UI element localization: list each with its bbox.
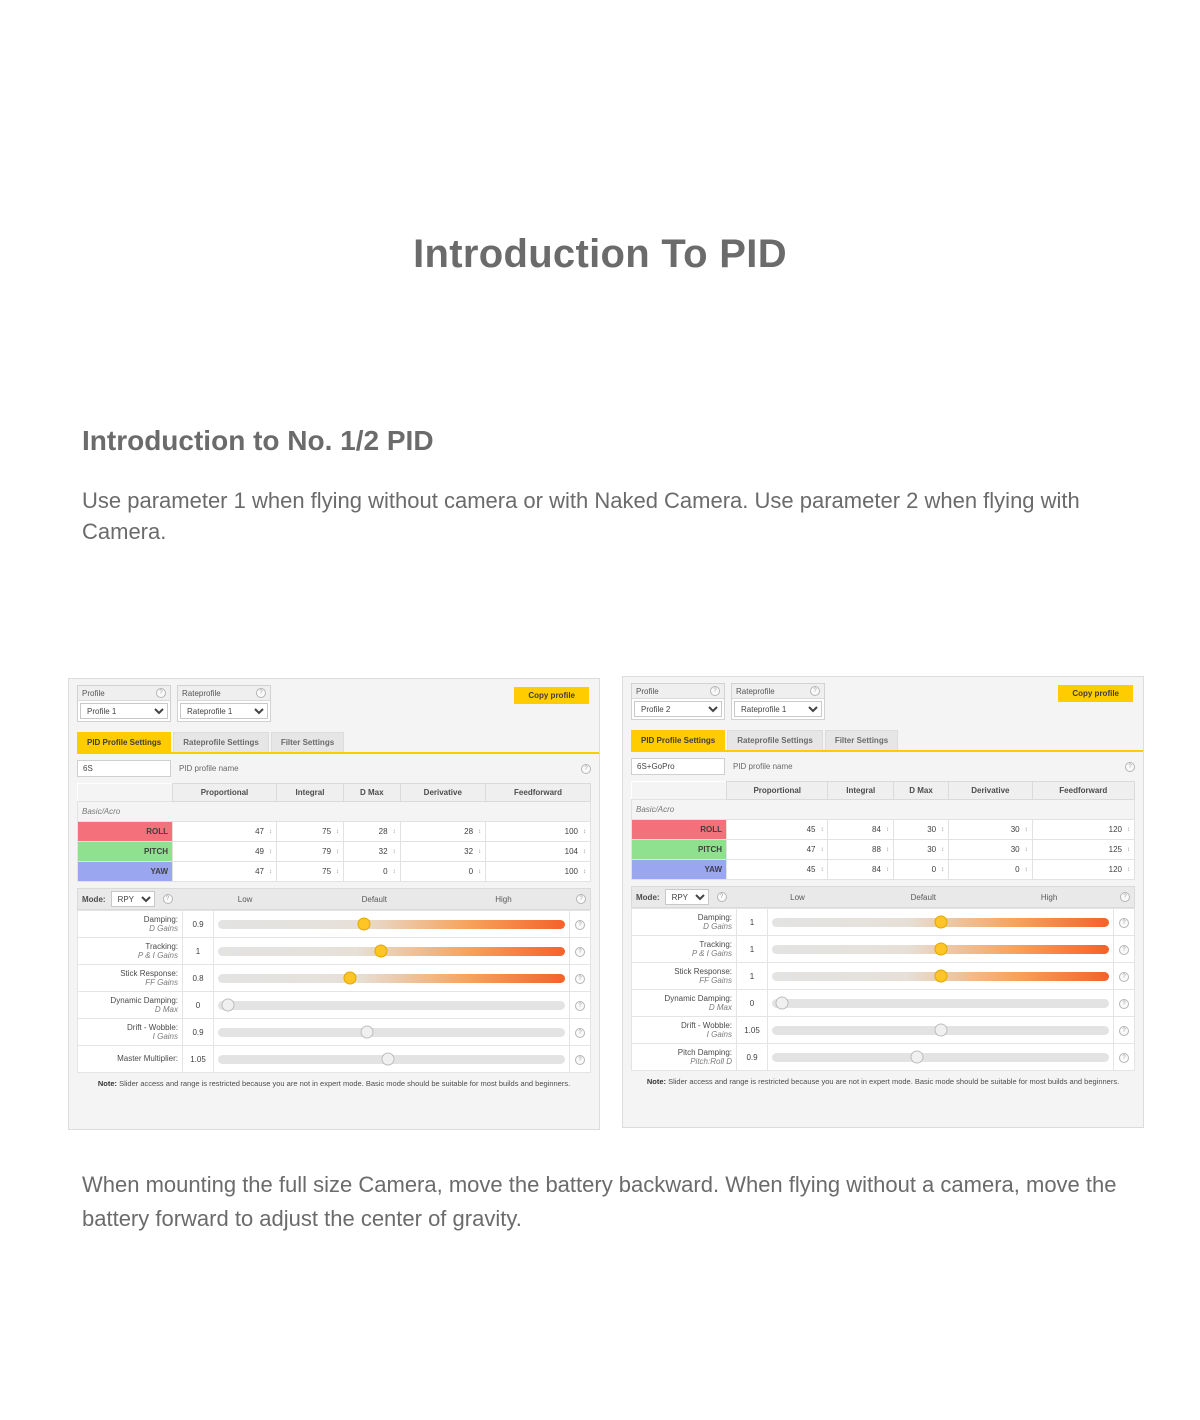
slider-value-tracking[interactable]: 1 [737, 936, 768, 963]
slider-track-damping[interactable] [214, 911, 570, 938]
axis-pitch: PITCH [632, 840, 727, 860]
footer-paragraph: When mounting the full size Camera, move the battery backward. When flying without a camera, move the battery forward to adjust the center of gravity. [82, 1172, 1117, 1232]
pid-table-header [632, 782, 1135, 800]
stepper-icon[interactable]: ↕ [941, 826, 945, 833]
stepper-icon[interactable]: ↕ [392, 868, 396, 875]
pid-profile-name-label: PID profile name [733, 762, 793, 771]
yaw-derivative[interactable]: 0 ↕ [949, 860, 1033, 880]
panel-profile-1 [68, 678, 600, 1130]
stepper-icon[interactable]: ↕ [478, 868, 482, 875]
slider-value-dynamic-damping[interactable]: 0 [737, 990, 768, 1017]
table-row [78, 842, 591, 862]
stepper-icon[interactable]: ↕ [268, 868, 272, 875]
pitch-feedforward[interactable]: 104 ↕ [486, 842, 591, 862]
table-row [78, 822, 591, 842]
pid-table-header [78, 784, 591, 802]
rateprofile-select[interactable] [734, 701, 822, 717]
mode-select[interactable] [665, 889, 709, 905]
pitch-feedforward[interactable]: 125 ↕ [1032, 840, 1134, 860]
profile-label: Profile [636, 686, 659, 696]
slider-value-damping[interactable]: 0.9 [183, 911, 214, 938]
help-icon[interactable]: ? [575, 947, 585, 957]
stepper-icon[interactable]: ↕ [820, 846, 824, 853]
roll-feedforward[interactable]: 120 ↕ [1032, 820, 1134, 840]
axis-roll: ROLL [78, 822, 173, 842]
help-icon[interactable]: ? [575, 974, 585, 984]
slider-track-drift-wobble[interactable] [768, 1017, 1114, 1044]
roll-integral[interactable]: 84 ↕ [828, 820, 893, 840]
note-text: Slider access and range is restricted because you are not in expert mode. Basic mode should be suitable for most builds and beginners. [117, 1079, 571, 1088]
pitch-integral[interactable]: 88 ↕ [828, 840, 893, 860]
stepper-icon[interactable]: ↕ [392, 848, 396, 855]
stepper-icon[interactable]: ↕ [1024, 866, 1028, 873]
help-icon[interactable]: ? [717, 892, 727, 902]
table-row [632, 860, 1135, 880]
slider-note [69, 1073, 599, 1093]
slider-track-damping[interactable] [768, 909, 1114, 936]
pid-profile-name-row [69, 754, 599, 783]
help-icon[interactable]: ? [1119, 945, 1129, 955]
pid-profile-name-row [623, 752, 1143, 781]
column-dmax: D Max [344, 784, 401, 802]
column-proportional: Proportional [173, 784, 277, 802]
slider-row-tracking [632, 936, 1135, 963]
help-icon[interactable]: ? [163, 894, 173, 904]
slider-row-stick-response [632, 963, 1135, 990]
help-icon[interactable]: ? [575, 1001, 585, 1011]
slider-table [77, 910, 591, 1073]
basic-acro-row [632, 800, 1135, 820]
pid-table [77, 783, 591, 882]
help-icon[interactable]: ? [256, 688, 266, 698]
slider-label-drift-wobble: Drift - Wobble: I Gains [632, 1017, 737, 1044]
stepper-icon[interactable]: ↕ [336, 868, 340, 875]
slider-label-tracking: Tracking: P & I Gains [78, 938, 183, 965]
mode-label: Mode: [82, 894, 106, 904]
stepper-icon[interactable]: ↕ [1127, 826, 1130, 833]
help-icon[interactable]: ? [575, 920, 585, 930]
slider-label-tracking: Tracking: P & I Gains [632, 936, 737, 963]
pid-profile-name-label: PID profile name [179, 764, 239, 773]
roll-derivative[interactable]: 28 ↕ [400, 822, 486, 842]
slider-track-pitch-damping[interactable] [768, 1044, 1114, 1071]
slider-track-dynamic-damping[interactable] [214, 992, 570, 1019]
axis-roll: ROLL [632, 820, 727, 840]
slider-row-damping [78, 911, 591, 938]
slider-label-drift-wobble: Drift - Wobble: I Gains [78, 1019, 183, 1046]
pitch-proportional[interactable]: 47 ↕ [727, 840, 828, 860]
slider-mode-row [631, 886, 1135, 908]
tab-rateprofile-settings[interactable]: Rateprofile Settings [727, 730, 823, 750]
stepper-icon[interactable]: ↕ [885, 866, 889, 873]
slider-header-high: High [495, 894, 512, 904]
tab-pid-profile-settings[interactable]: PID Profile Settings [77, 732, 171, 752]
stepper-icon[interactable]: ↕ [392, 828, 396, 835]
tab-rateprofile-settings[interactable]: Rateprofile Settings [173, 732, 269, 752]
slider-row-tracking [78, 938, 591, 965]
tab-filter-settings[interactable]: Filter Settings [271, 732, 344, 752]
slider-header-low: Low [237, 894, 253, 904]
help-icon[interactable]: ? [581, 764, 591, 774]
rateprofile-box [731, 683, 825, 720]
stepper-icon[interactable]: ↕ [336, 828, 340, 835]
slider-track-stick-response[interactable] [214, 965, 570, 992]
rateprofile-box [177, 685, 271, 722]
slider-row-dynamic-damping [78, 992, 591, 1019]
slider-track-dynamic-damping[interactable] [768, 990, 1114, 1017]
profile-select[interactable] [80, 703, 168, 719]
slider-row-master-multiplier [78, 1046, 591, 1073]
slider-track-tracking[interactable] [768, 936, 1114, 963]
pitch-derivative[interactable]: 30 ↕ [949, 840, 1033, 860]
yaw-proportional[interactable]: 45 ↕ [727, 860, 828, 880]
help-icon[interactable]: ? [710, 686, 720, 696]
tab-filter-settings[interactable]: Filter Settings [825, 730, 898, 750]
mode-select[interactable] [111, 891, 155, 907]
yaw-feedforward[interactable]: 100 ↕ [486, 862, 591, 882]
slider-row-drift-wobble [632, 1017, 1135, 1044]
slider-row-pitch-damping [632, 1044, 1135, 1071]
column-dmax: D Max [893, 782, 948, 800]
slider-value-drift-wobble[interactable]: 1.05 [737, 1017, 768, 1044]
help-icon[interactable]: ? [1119, 999, 1129, 1009]
axis-yaw: YAW [78, 862, 173, 882]
axis-yaw: YAW [632, 860, 727, 880]
table-row [632, 820, 1135, 840]
stepper-icon[interactable]: ↕ [885, 846, 889, 853]
pid-table [631, 781, 1135, 880]
section-heading: Introduction to No. 1/2 PID [82, 425, 434, 456]
slider-value-drift-wobble[interactable]: 0.9 [183, 1019, 214, 1046]
roll-proportional[interactable]: 47 ↕ [173, 822, 277, 842]
help-icon[interactable]: ? [1119, 972, 1129, 982]
help-icon[interactable]: ? [575, 1055, 585, 1065]
pitch-integral[interactable]: 79 ↕ [276, 842, 343, 862]
help-icon[interactable]: ? [1119, 1026, 1129, 1036]
stepper-icon[interactable]: ↕ [268, 848, 272, 855]
note-prefix: Note: [646, 1077, 666, 1086]
slider-value-tracking[interactable]: 1 [183, 938, 214, 965]
slider-mode-row [77, 888, 591, 910]
slider-row-dynamic-damping [632, 990, 1135, 1017]
basic-acro-label: Basic/Acro [78, 802, 591, 822]
slider-value-master-multiplier[interactable]: 1.05 [183, 1046, 214, 1073]
stepper-icon[interactable]: ↕ [1127, 846, 1130, 853]
help-icon[interactable]: ? [1119, 1053, 1129, 1063]
help-icon[interactable]: ? [156, 688, 166, 698]
pid-profile-name-input[interactable] [77, 760, 171, 777]
yaw-proportional[interactable]: 47 ↕ [173, 862, 277, 882]
slider-label-dynamic-damping: Dynamic Damping: D Max [78, 992, 183, 1019]
slider-table [631, 908, 1135, 1071]
copy-profile-button[interactable]: Copy profile [514, 687, 589, 704]
profile-box [77, 685, 171, 722]
stepper-icon[interactable]: ↕ [268, 828, 272, 835]
stepper-icon[interactable]: ↕ [941, 866, 945, 873]
slider-value-stick-response[interactable]: 1 [737, 963, 768, 990]
table-row [632, 840, 1135, 860]
stepper-icon[interactable]: ↕ [583, 868, 586, 875]
yaw-derivative[interactable]: 0 ↕ [400, 862, 486, 882]
slider-header-low: Low [790, 892, 805, 902]
slider-header-default: Default [361, 894, 387, 904]
stepper-icon[interactable]: ↕ [820, 866, 824, 873]
slider-track-tracking[interactable] [214, 938, 570, 965]
basic-acro-label: Basic/Acro [632, 800, 1135, 820]
stepper-icon[interactable]: ↕ [336, 848, 340, 855]
help-icon[interactable]: ? [810, 686, 820, 696]
stepper-icon[interactable]: ↕ [885, 826, 889, 833]
slider-header-default: Default [910, 892, 936, 902]
axis-pitch: PITCH [78, 842, 173, 862]
column-integral: Integral [276, 784, 343, 802]
pitch-derivative[interactable]: 32 ↕ [400, 842, 486, 862]
column-proportional: Proportional [727, 782, 828, 800]
pitch-dmax[interactable]: 30 ↕ [893, 840, 948, 860]
stepper-icon[interactable]: ↕ [941, 846, 945, 853]
roll-proportional[interactable]: 45 ↕ [727, 820, 828, 840]
slider-label-stick-response: Stick Response: FF Gains [632, 963, 737, 990]
stepper-icon[interactable]: ↕ [583, 828, 586, 835]
roll-integral[interactable]: 75 ↕ [276, 822, 343, 842]
settings-tabs [631, 730, 1143, 752]
slider-label-dynamic-damping: Dynamic Damping: D Max [632, 990, 737, 1017]
slider-track-drift-wobble[interactable] [214, 1019, 570, 1046]
roll-dmax[interactable]: 28 ↕ [344, 822, 401, 842]
slider-label-stick-response: Stick Response: FF Gains [78, 965, 183, 992]
table-row [78, 862, 591, 882]
stepper-icon[interactable]: ↕ [478, 848, 482, 855]
slider-label-pitch-damping: Pitch Damping: Pitch:Roll D [632, 1044, 737, 1071]
tab-pid-profile-settings[interactable]: PID Profile Settings [631, 730, 725, 750]
pitch-dmax[interactable]: 32 ↕ [344, 842, 401, 862]
slider-value-stick-response[interactable]: 0.8 [183, 965, 214, 992]
help-icon[interactable]: ? [1125, 762, 1135, 772]
roll-feedforward[interactable]: 100 ↕ [486, 822, 591, 842]
betaflight-screenshots [0, 672, 1200, 1132]
stepper-icon[interactable]: ↕ [1127, 866, 1130, 873]
note-prefix: Note: [97, 1079, 117, 1088]
stepper-icon[interactable]: ↕ [583, 848, 586, 855]
page-title: Introduction To PID [413, 232, 787, 276]
yaw-dmax[interactable]: 0 ↕ [344, 862, 401, 882]
help-icon[interactable]: ? [1120, 892, 1130, 902]
yaw-feedforward[interactable]: 120 ↕ [1032, 860, 1134, 880]
profile-box [631, 683, 725, 720]
help-icon[interactable]: ? [576, 894, 586, 904]
help-icon[interactable]: ? [1119, 918, 1129, 928]
mode-label: Mode: [636, 892, 660, 902]
slider-track-master-multiplier[interactable] [214, 1046, 570, 1073]
slider-track-stick-response[interactable] [768, 963, 1114, 990]
roll-dmax[interactable]: 30 ↕ [893, 820, 948, 840]
slider-header-high: High [1040, 892, 1058, 902]
slider-row-stick-response [78, 965, 591, 992]
profile-select[interactable] [634, 701, 722, 717]
intro-paragraph: Use parameter 1 when flying without camera or with Naked Camera. Use parameter 2 when flying with Camera. [82, 488, 1080, 545]
panel-profile-2 [622, 676, 1144, 1128]
slider-label-damping: Damping: D Gains [78, 911, 183, 938]
profile-label: Profile [82, 688, 105, 698]
yaw-integral[interactable]: 84 ↕ [828, 860, 893, 880]
rateprofile-select[interactable] [180, 703, 268, 719]
basic-acro-row [78, 802, 591, 822]
stepper-icon[interactable]: ↕ [1024, 826, 1028, 833]
slider-value-damping[interactable]: 1 [737, 909, 768, 936]
roll-derivative[interactable]: 30 ↕ [949, 820, 1033, 840]
stepper-icon[interactable]: ↕ [478, 828, 482, 835]
slider-label-damping: Damping: D Gains [632, 909, 737, 936]
settings-tabs [77, 732, 599, 754]
slider-value-pitch-damping[interactable]: 0.9 [737, 1044, 768, 1071]
yaw-integral[interactable]: 75 ↕ [276, 862, 343, 882]
column-feedforward: Feedforward [486, 784, 591, 802]
stepper-icon[interactable]: ↕ [820, 826, 824, 833]
column-derivative: Derivative [400, 784, 486, 802]
pitch-proportional[interactable]: 49 ↕ [173, 842, 277, 862]
slider-value-dynamic-damping[interactable]: 0 [183, 992, 214, 1019]
pid-profile-name-input[interactable] [631, 758, 725, 775]
slider-label-master-multiplier: Master Multiplier: [78, 1046, 183, 1073]
slider-row-damping [632, 909, 1135, 936]
note-text: Slider access and range is restricted because you are not in expert mode. Basic mode should be suitable for most builds and beginners. [666, 1077, 1120, 1086]
slider-row-drift-wobble [78, 1019, 591, 1046]
column-feedforward: Feedforward [1032, 782, 1134, 800]
yaw-dmax[interactable]: 0 ↕ [893, 860, 948, 880]
rateprofile-label: Rateprofile [736, 686, 775, 696]
help-icon[interactable]: ? [575, 1028, 585, 1038]
rateprofile-label: Rateprofile [182, 688, 221, 698]
slider-note [623, 1071, 1143, 1091]
stepper-icon[interactable]: ↕ [1024, 846, 1028, 853]
column-derivative: Derivative [949, 782, 1033, 800]
copy-profile-button[interactable]: Copy profile [1058, 685, 1133, 702]
column-integral: Integral [828, 782, 893, 800]
